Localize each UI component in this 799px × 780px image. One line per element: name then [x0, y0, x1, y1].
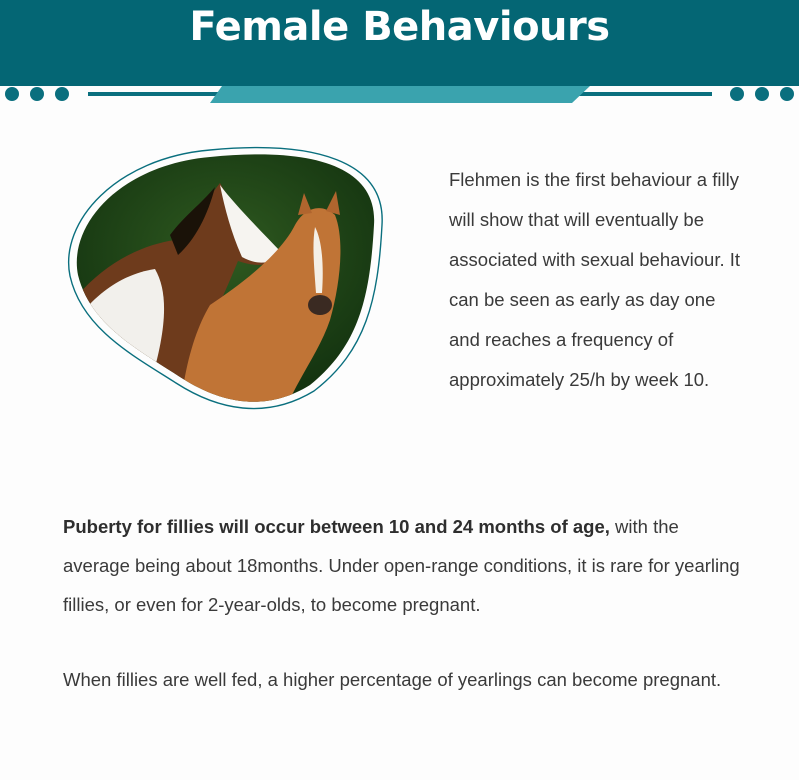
divider-band: [210, 86, 590, 103]
flehmen-paragraph: Flehmen is the first behaviour a filly will show that will eventually be associated with sexual behaviour. It can be seen as early as day one and reaches a frequency of approximately 25/h by week 10.: [449, 169, 741, 390]
dot-right-1: [730, 87, 744, 101]
dot-right-2: [755, 87, 769, 101]
dot-left-1: [5, 87, 19, 101]
puberty-paragraph: [63, 507, 743, 624]
puberty-rest-text: with the average being about 18months. Under open-range conditions, it is rare for yearling fillies, or even for 2-year-olds, to become pregnant.: [63, 516, 740, 615]
page-title: Female Behaviours: [189, 4, 610, 50]
dot-right-3: [780, 87, 794, 101]
header-divider: [0, 84, 799, 106]
horses-photo: [60, 145, 390, 410]
puberty-bold-text: Puberty for fillies will occur between 10 and 24 months of age,: [63, 516, 610, 537]
dot-left-3: [55, 87, 69, 101]
well-fed-paragraph: When fillies are well fed, a higher percentage of yearlings can become pregnant.: [63, 669, 722, 690]
page-header: [0, 0, 799, 86]
dot-left-2: [30, 87, 44, 101]
